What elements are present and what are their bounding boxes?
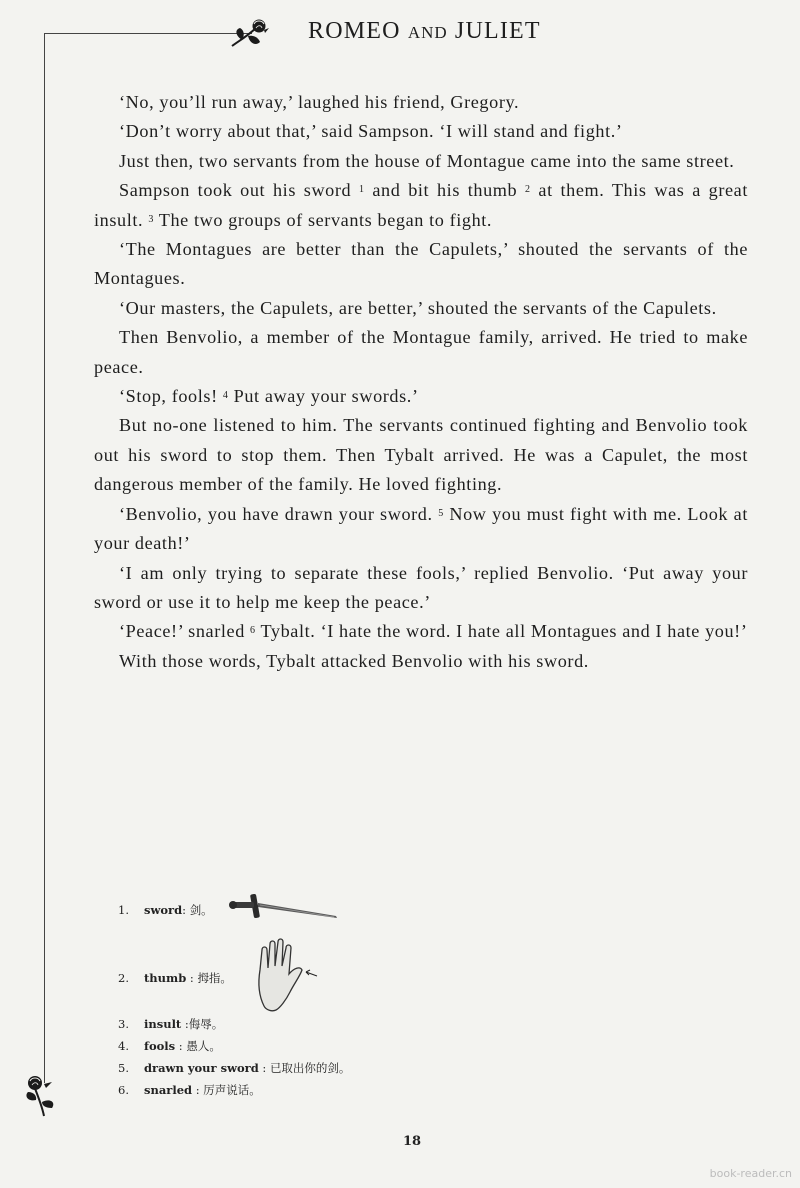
footnote	[118, 1060, 350, 1076]
footnote-num: 1.	[118, 903, 129, 917]
footnote-gloss: 愚人。	[186, 1039, 221, 1053]
footnote-sep: :	[192, 1083, 204, 1097]
paragraph-text: and bit his thumb	[364, 180, 526, 201]
hand-icon	[250, 936, 320, 1016]
paragraph-text: ‘I am only trying to separate these fools,’ replied Benvolio. ‘Put away your sword or use it to help me keep the peace.’	[94, 562, 748, 612]
rose-ornament-icon	[20, 1072, 60, 1118]
paragraph-text: Then Benvolio, a member of the Montague family, arrived. He tried to make peace.	[94, 327, 748, 377]
story-text	[94, 88, 748, 676]
watermark: book-reader.cn	[709, 1167, 792, 1180]
footnote-marker: 2	[525, 184, 531, 196]
paragraph-text: ‘Peace!’ snarled	[119, 621, 251, 642]
paragraph-text: Put away your swords.’	[228, 386, 419, 407]
footnote-term: snarled	[144, 1083, 193, 1097]
footnote-num: 6.	[118, 1083, 129, 1097]
footnote	[118, 902, 213, 918]
footnote-marker: 6	[250, 625, 256, 637]
paragraph	[94, 382, 748, 411]
footnote	[118, 970, 232, 986]
footnote-term: fools	[144, 1039, 176, 1053]
paragraph-text: With those words, Tybalt attacked Benvolio with his sword.	[119, 650, 589, 671]
footnote-term: insult	[144, 1017, 182, 1031]
footnote-sep: :	[175, 1039, 187, 1053]
footnote-sep: :	[182, 903, 190, 917]
footnote-gloss: 侮辱。	[188, 1017, 224, 1031]
footnote-num: 2.	[118, 971, 129, 985]
paragraph-text: at them. This was a great insult.	[94, 180, 748, 230]
paragraph-text: ‘The Montagues are better than the Capulets,’ shouted the servants of the Montagues.	[94, 239, 748, 289]
footnote	[118, 1038, 221, 1054]
footnote-marker: 5	[438, 507, 444, 519]
paragraph	[94, 617, 748, 646]
paragraph-text: Just then, two servants from the house of Montague came into the same street.	[119, 150, 735, 171]
footnote-num: 4.	[118, 1039, 129, 1053]
paragraph	[94, 500, 748, 559]
frame-left-rule	[44, 33, 45, 1083]
paragraph-text: ‘No, you’ll run away,’ laughed his friend, Gregory.	[119, 92, 520, 112]
footnote-gloss: 剑。	[189, 903, 213, 917]
footnote	[118, 1016, 223, 1032]
paragraph-text: The two groups of servants began to fight.	[153, 209, 493, 230]
running-head-and: AND	[407, 23, 448, 42]
running-head	[308, 18, 541, 45]
paragraph-text: ‘Don’t worry about that,’ said Sampson. ‘I will stand and fight.’	[119, 121, 623, 142]
rose-ornament-icon	[228, 16, 270, 52]
paragraph	[94, 117, 748, 146]
paragraph-text: But no-one listened to him. The servants continued fighting and Benvolio took out his sword to stop them. Then Tybalt arrived. He was a Capulet, the most dangerous member of the family. He loved fighting.	[94, 415, 748, 495]
paragraph-text: Sampson took out his sword	[119, 180, 359, 201]
frame-top-rule	[44, 33, 252, 34]
footnote-term: sword	[144, 903, 183, 917]
footnote-sep: :	[181, 1017, 189, 1031]
paragraph-text: Tybalt. ‘I hate the word. I hate all Montagues and I hate you!’	[255, 621, 748, 642]
paragraph-text: ‘Our masters, the Capulets, are better,’ shouted the servants of the Capulets.	[119, 297, 717, 318]
paragraph-text: ‘Stop, fools!	[119, 386, 223, 407]
paragraph	[94, 411, 748, 499]
page-number: 18	[402, 1134, 422, 1149]
paragraph-text: Now you must fight with me. Look at your death!’	[94, 503, 748, 554]
footnote-term: drawn your sword	[144, 1061, 259, 1075]
footnote-gloss: 拇指。	[197, 971, 232, 985]
footnote-term: thumb	[144, 971, 187, 985]
footnote	[118, 1082, 261, 1098]
running-head-title-2: JULIET	[454, 18, 541, 44]
footnote-gloss: 厉声说话。	[203, 1083, 261, 1097]
footnote-gloss: 已取出你的剑。	[269, 1061, 351, 1075]
paragraph	[94, 88, 748, 117]
paragraph	[94, 323, 748, 382]
footnote-num: 5.	[118, 1061, 129, 1075]
footnote-sep: :	[258, 1061, 270, 1075]
footnote-sep: :	[186, 971, 198, 985]
paragraph	[94, 294, 748, 323]
paragraph	[94, 176, 748, 235]
footnote-num: 3.	[118, 1017, 129, 1031]
running-head-title-1: ROMEO	[308, 18, 401, 44]
footnote-marker: 3	[148, 213, 154, 225]
paragraph	[94, 647, 748, 676]
footnote-marker: 1	[359, 184, 365, 196]
paragraph	[94, 559, 748, 618]
paragraph	[94, 235, 748, 294]
footnote-marker: 4	[222, 390, 229, 402]
sword-icon	[226, 890, 340, 922]
paragraph-text: ‘Benvolio, you have drawn your sword.	[119, 503, 439, 524]
paragraph	[94, 147, 748, 176]
